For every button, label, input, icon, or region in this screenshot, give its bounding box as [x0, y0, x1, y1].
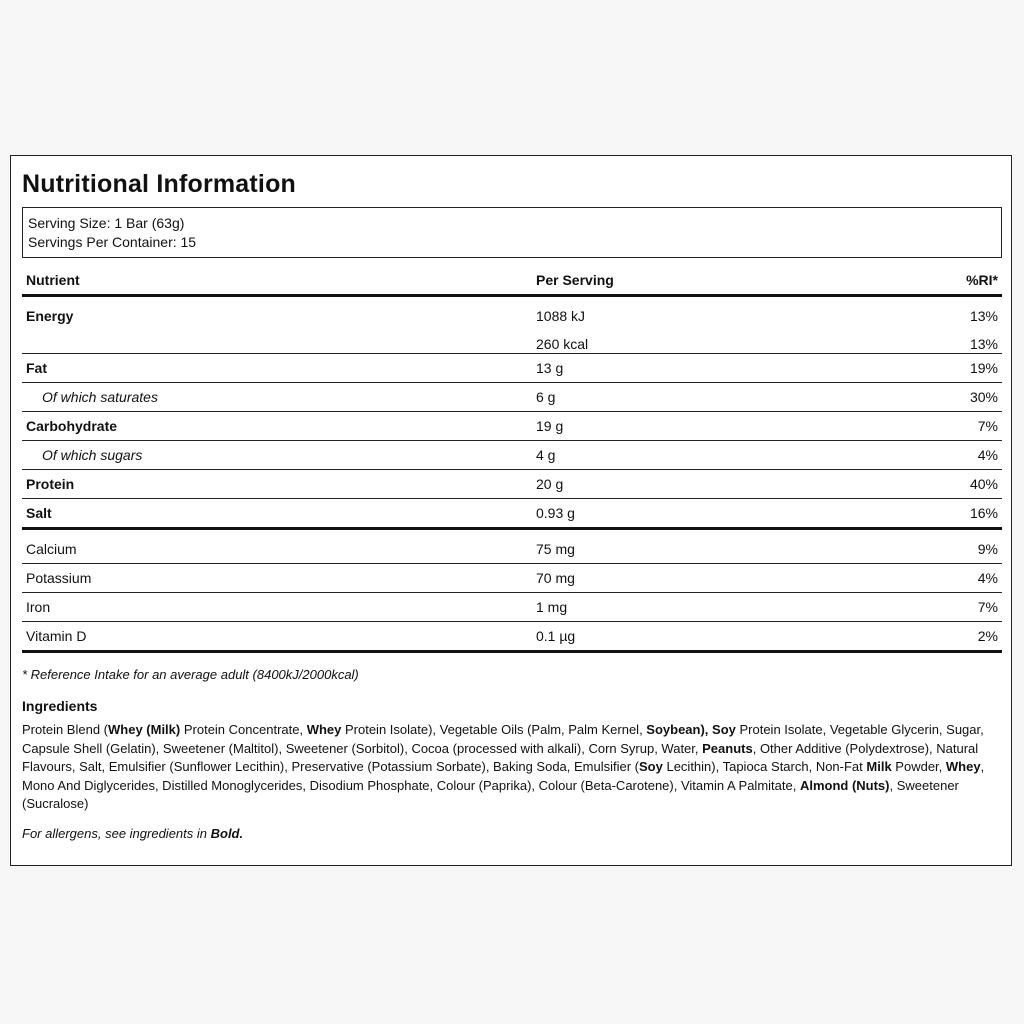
ingredient-text: Protein Isolate), Vegetable Oils (Palm, Palm Kernel, — [341, 722, 647, 737]
nutrient-label: Protein — [26, 476, 75, 492]
table-row-energy — [22, 297, 1002, 354]
allergen-ingredient: Whey — [306, 722, 342, 737]
table-row-iron — [22, 593, 1002, 622]
nutrient-value: 13 g — [536, 360, 564, 376]
energy-kj-ri: 13% — [969, 308, 998, 324]
table-row-calcium — [22, 530, 1002, 564]
nutrition-panel — [10, 155, 1012, 866]
table-row-fat — [22, 354, 1002, 383]
header-ri: %RI* — [966, 272, 998, 288]
table-row-sugars — [22, 441, 1002, 470]
mineral-label: Vitamin D — [26, 628, 87, 644]
allergen-ingredient: Whey — [945, 759, 981, 774]
table-row-potassium — [22, 564, 1002, 593]
nutrient-label: Carbohydrate — [26, 418, 118, 434]
allergen-ingredient: Whey (Milk) — [108, 722, 181, 737]
nutrient-label: Of which saturates — [42, 389, 158, 405]
ingredient-text: , Other Additive (Polydextrose), Natural Flavours, Salt, Emulsifier (Sunflower Lecithin), Preservative (Potassium Sorbate), Baking Soda, Emulsifier ( — [22, 740, 979, 774]
ingredients-text — [22, 721, 1004, 814]
mineral-ri: 2% — [977, 628, 998, 644]
nutrient-ri: 4% — [977, 447, 998, 463]
ingredient-text: , Sweetener (Sucralose) — [22, 777, 959, 811]
nutrient-label: Fat — [26, 360, 47, 376]
energy-kcal-ri: 13% — [969, 336, 998, 352]
allergen-ingredient: Milk — [866, 759, 892, 774]
allergen-note — [22, 826, 243, 841]
allergen-ingredient: Peanuts — [702, 740, 753, 756]
ingredients-heading: Ingredients — [22, 698, 98, 714]
nutrition-table — [22, 267, 1002, 653]
allergen-ingredient: Soybean), Soy — [646, 722, 736, 737]
mineral-value: 70 mg — [536, 570, 575, 586]
ingredient-text: Protein Isolate, Vegetable Glycerin, Sugar, Capsule Shell (Gelatin), Sweetener (Maltitol), Sweetener (Sorbitol), Cocoa (processed with alkali), Corn Syrup, Water, — [22, 722, 984, 756]
energy-kcal-value: 260 kcal — [536, 336, 589, 352]
mineral-ri: 4% — [977, 570, 998, 586]
mineral-label: Iron — [26, 599, 51, 615]
nutrient-label: Of which sugars — [42, 447, 143, 463]
mineral-value: 1 mg — [536, 599, 568, 615]
mineral-ri: 7% — [977, 599, 998, 615]
serving-info-box — [22, 207, 1002, 258]
nutrient-label: Salt — [26, 505, 52, 521]
servings-per-container: Servings Per Container: 15 — [28, 234, 197, 250]
table-row-saturates — [22, 383, 1002, 412]
table-header — [22, 267, 1002, 297]
table-row-vitamin-d — [22, 622, 1002, 653]
nutrient-ri: 19% — [969, 360, 998, 376]
header-nutrient: Nutrient — [26, 272, 80, 288]
ingredient-text: Powder, — [891, 759, 946, 774]
nutrient-ri: 16% — [969, 505, 998, 521]
header-per-serving: Per Serving — [536, 272, 614, 288]
nutrient-value: 19 g — [536, 418, 564, 434]
nutrient-ri: 30% — [969, 389, 998, 405]
serving-size: Serving Size: 1 Bar (63g) — [28, 215, 185, 231]
energy-label: Energy — [26, 308, 74, 324]
mineral-ri: 9% — [977, 541, 998, 557]
ingredient-text: Protein Concentrate, — [180, 722, 307, 737]
energy-kj-value: 1088 kJ — [536, 308, 586, 324]
nutrient-value: 20 g — [536, 476, 564, 492]
allergen-ingredient: Soy — [639, 759, 663, 774]
nutrient-value: 0.93 g — [536, 505, 575, 521]
page-title: Nutritional Information — [22, 170, 297, 198]
ingredient-text: Protein Blend ( — [22, 722, 108, 737]
allergen-note-prefix: For allergens, see ingredients in — [22, 826, 211, 841]
nutrient-value: 4 g — [536, 447, 556, 463]
mineral-label: Calcium — [26, 541, 77, 557]
reference-intake-note: * Reference Intake for an average adult (8400kJ/2000kcal) — [22, 667, 359, 682]
ingredient-text: , Mono And Diglycerides, Distilled Monoglycerides, Disodium Phosphate, Colour (Paprika), Colour (Beta-Carotene), Vitamin A Palmitate, — [22, 759, 985, 793]
allergen-ingredient: Almond (Nuts) — [799, 777, 890, 793]
mineral-value: 0.1 µg — [536, 628, 576, 644]
table-row-protein — [22, 470, 1002, 499]
nutrient-ri: 7% — [977, 418, 998, 434]
ingredient-text: Lecithin), Tapioca Starch, Non-Fat — [662, 759, 867, 774]
allergen-note-bold: Bold. — [210, 826, 244, 841]
nutrient-ri: 40% — [969, 476, 998, 492]
mineral-label: Potassium — [26, 570, 92, 586]
nutrient-value: 6 g — [536, 389, 556, 405]
table-row-salt — [22, 499, 1002, 530]
mineral-value: 75 mg — [536, 541, 575, 557]
table-row-carbohydrate — [22, 412, 1002, 441]
